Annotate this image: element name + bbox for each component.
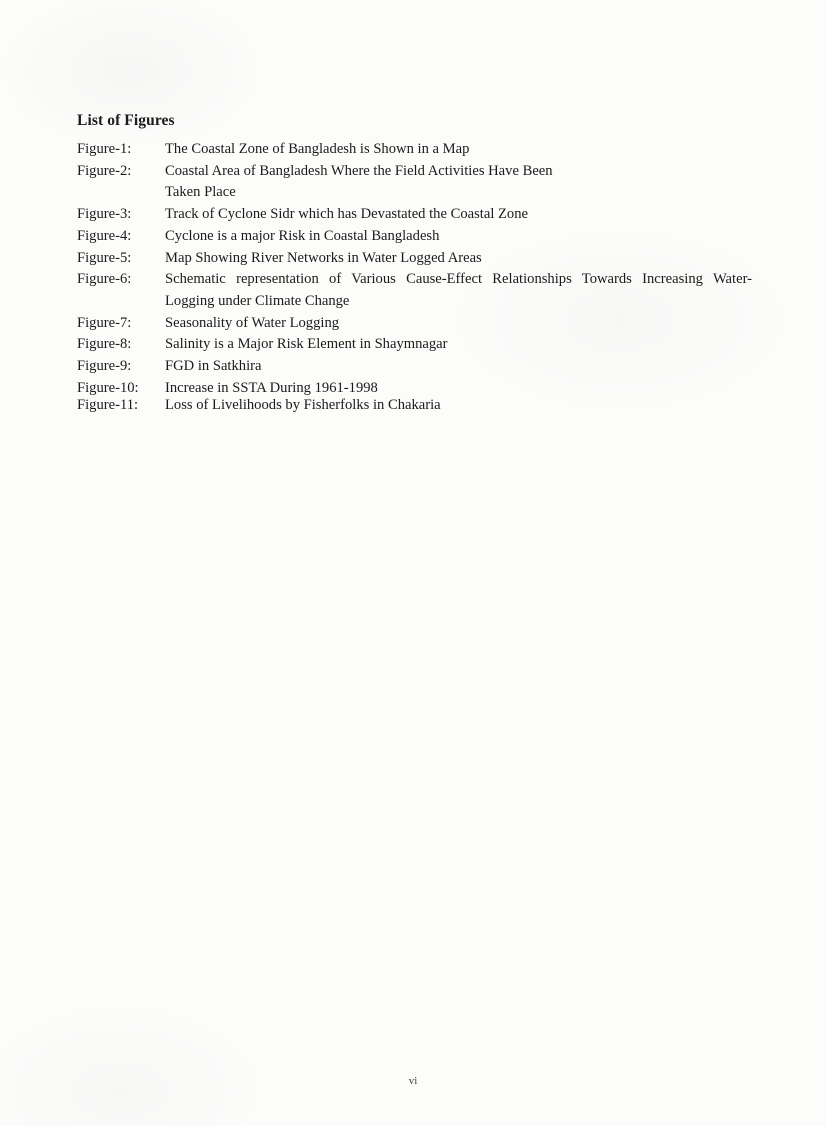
figure-label: Figure-1: [77, 141, 132, 157]
figure-label: Figure-6: [77, 271, 132, 288]
figure-title [165, 395, 752, 417]
figure-title [165, 161, 752, 204]
figure-list-entry [77, 139, 752, 161]
figure-label: Figure-8: [77, 336, 132, 353]
figure-title [165, 313, 752, 335]
figure-title [165, 356, 752, 378]
figure-title-line: Track of Cyclone Sidr which has Devastated the Coastal Zone [165, 206, 529, 223]
figure-label: Figure-5: [77, 249, 132, 266]
figure-title-line: The Coastal Zone of Bangladesh is Shown in a Map [165, 141, 470, 157]
figure-title [165, 334, 752, 356]
figure-list-entry [77, 356, 752, 378]
figure-list [77, 139, 752, 417]
figure-title [165, 248, 752, 270]
figure-title-line: Taken Place [165, 184, 236, 201]
figure-title [165, 139, 752, 161]
figure-title [165, 204, 752, 226]
figure-title-line: Cyclone is a major Risk in Coastal Bangladesh [165, 227, 440, 244]
page-title: List of Figures [77, 112, 175, 129]
figure-label: Figure-3: [77, 206, 132, 223]
figure-label: Figure-2: [77, 162, 132, 179]
figure-title-line: Map Showing River Networks in Water Logged Areas [165, 249, 482, 266]
figure-list-entry [77, 334, 752, 356]
figure-list-entry [77, 395, 752, 417]
figure-title-line: Coastal Area of Bangladesh Where the Field Activities Have Been [165, 162, 553, 179]
figure-label: Figure-4: [77, 227, 132, 244]
document-page [77, 110, 752, 417]
figure-title-line: Salinity is a Major Risk Element in Shaymnagar [165, 336, 448, 353]
figure-title-line: Schematic representation of Various Cause-Effect Relationships Towards Increasing Water- [165, 271, 752, 288]
page-number: vi [408, 1075, 418, 1087]
figure-label: Figure-10: [77, 379, 139, 396]
figure-label: Figure-9: [77, 358, 132, 375]
page-footer [0, 1075, 826, 1087]
figure-title-line: Logging under Climate Change [165, 292, 350, 309]
figure-label: Figure-11: [77, 396, 139, 413]
figure-label: Figure-7: [77, 314, 132, 331]
figure-list-entry [77, 161, 752, 204]
figure-list-entry [77, 248, 752, 270]
figure-title-line: Loss of Livelihoods by Fisherfolks in Chakaria [165, 396, 441, 413]
figure-list-entry [77, 204, 752, 226]
figure-title-line: Seasonality of Water Logging [165, 314, 340, 331]
figure-list-entry [77, 226, 752, 248]
figure-list-entry [77, 313, 752, 335]
figure-list-entry [77, 269, 752, 312]
figure-title-line: Increase in SSTA During 1961-1998 [165, 379, 378, 396]
figure-title-line: FGD in Satkhira [165, 358, 262, 375]
figure-title [165, 269, 752, 312]
figure-title [165, 226, 752, 248]
